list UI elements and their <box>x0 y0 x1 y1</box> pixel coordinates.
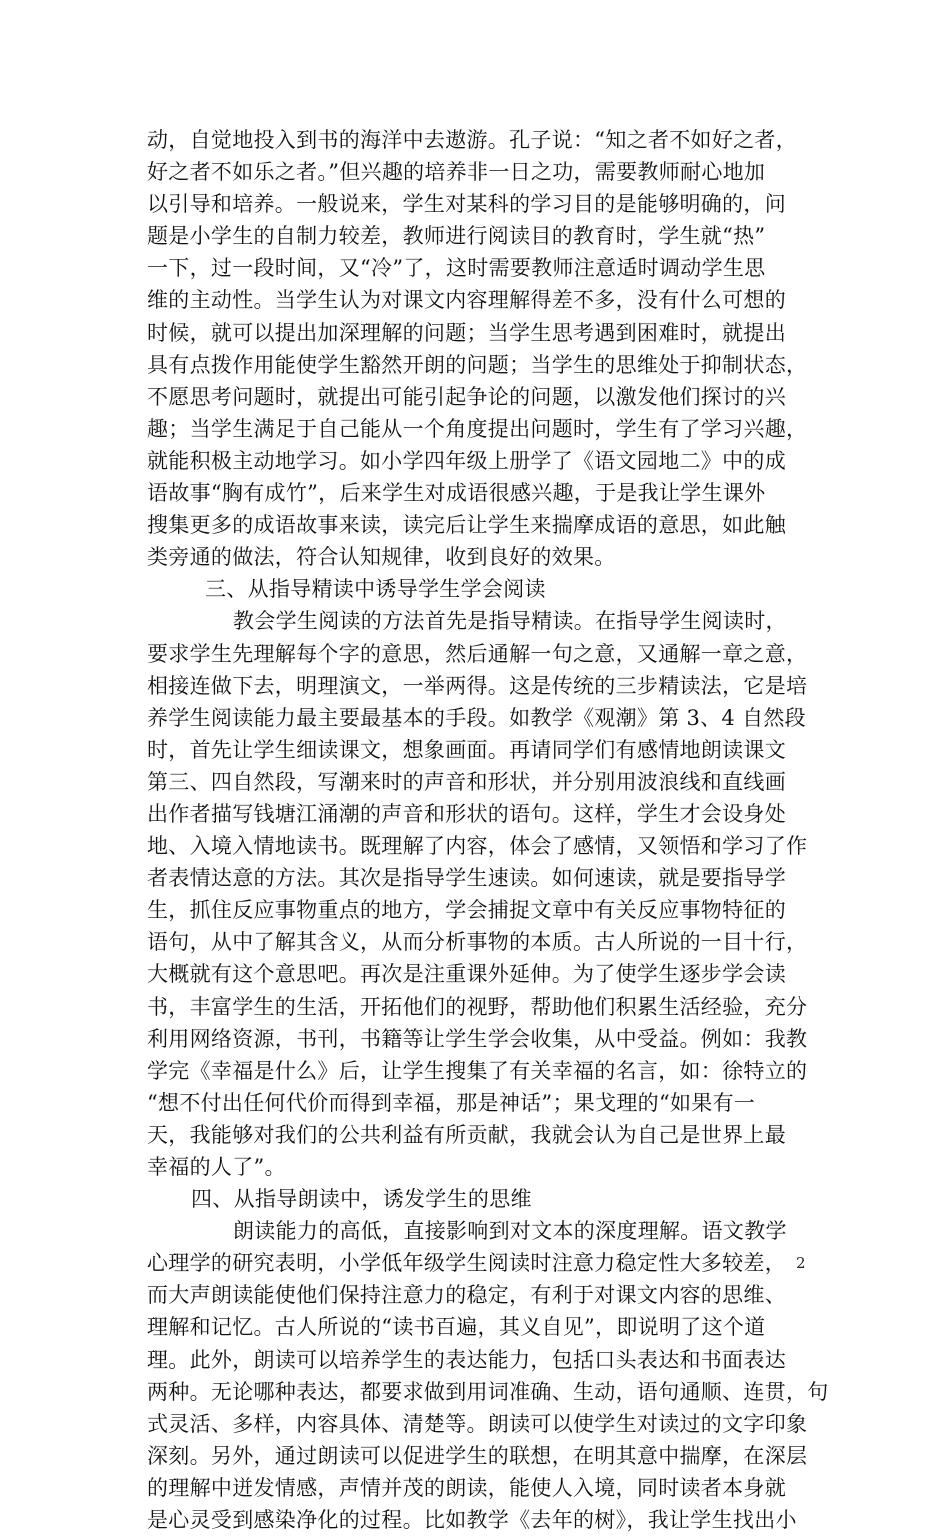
text-line: 题是小学生的自制力较差，教师进行阅读目的教育时，学生就“热” <box>147 224 766 249</box>
text-line: 动，自觉地投入到书的海洋中去遨游。孔子说：“知之者不如好之者， <box>147 128 798 152</box>
text-line: 心理学的研究表明，小学低年级学生阅读时注意力稳定性大多较差， <box>147 1251 786 1276</box>
text-line: 理解和记忆。古人所说的“读书百遍，其义自见”，即说明了这个道 <box>147 1315 766 1340</box>
text-line: 利用网络资源，书刊，书籍等让学生学会收集，从中受益。例如：我教 <box>147 1026 808 1051</box>
text-line: 的理解中迸发情感，声情并茂的朗读，能使人入境，同时读者本身就 <box>147 1475 786 1500</box>
text-line: 是心灵受到感染净化的过程。比如教学《去年的树》，我让学生找出小 <box>147 1508 797 1533</box>
text-line: 时候，就可以提出加深理解的问题；当学生思考遇到困难时，就提出 <box>147 320 786 345</box>
text-line: 类旁通的做法，符合认知规律，收到良好的效果。 <box>147 545 616 570</box>
text-line: 好之者不如乐之者。”但兴趣的培养非一日之功，需要教师耐心地加 <box>147 160 766 185</box>
text-line: 具有点拨作用能使学生豁然开朗的问题；当学生的思维处于抑制状态， <box>147 352 808 377</box>
text-line: 朗读能力的高低，直接影响到对文本的深度理解。语文教学 <box>233 1219 787 1244</box>
text-line: 一下，过一段时间，又“冷”了，这时需要教师注意适时调动学生思 <box>147 256 766 281</box>
text-line: 不愿思考问题时，就提出可能引起争论的问题，以激发他们探讨的兴 <box>147 384 786 409</box>
text-line: 语故事“胸有成竹”，后来学生对成语很感兴趣，于是我让学生课外 <box>147 481 766 506</box>
text-line: 大概就有这个意思吧。再次是注重课外延伸。为了使学生逐步学会读 <box>147 962 786 987</box>
text-line: 地、入境入情地读书。既理解了内容，体会了感情，又领悟和学习了作 <box>147 834 808 859</box>
body-text <box>147 124 829 1536</box>
text-line: 天，我能够对我们的公共利益有所贡献，我就会认为自己是世界上最 <box>147 1122 786 1147</box>
text-line: 时，首先让学生细读课文，想象画面。再请同学们有感情地朗读课文 <box>147 737 786 762</box>
text-line: 理。此外，朗读可以培养学生的表达能力，包括口头表达和书面表达 <box>147 1347 786 1372</box>
text-line: 深刻。另外，通过朗读可以促进学生的联想，在明其意中揣摩，在深层 <box>147 1443 808 1468</box>
text-line: 出作者描写钱塘江涌潮的声音和形状的语句。这样，学生才会设身处 <box>147 801 786 826</box>
text-line: 就能积极主动地学习。如小学四年级上册学了《语文园地二》中的成 <box>147 448 786 473</box>
text-line: 书，丰富学生的生活，开拓他们的视野，帮助他们积累生活经验，充分 <box>147 994 808 1019</box>
text-line: 式灵活、多样，内容具体、清楚等。朗读可以使学生对读过的文字印象 <box>147 1411 808 1436</box>
page-number: 2 <box>796 1254 806 1272</box>
text-line: 学完《幸福是什么》后，让学生搜集了有关幸福的名言，如：徐特立的 <box>147 1058 808 1083</box>
text-line: 语句，从中了解其含义，从而分析事物的本质。古人所说的一目十行， <box>147 930 808 955</box>
text-line: 趣；当学生满足于自己能从一个角度提出问题时，学生有了学习兴趣， <box>147 416 808 441</box>
text-line: 两种。无论哪种表达，都要求做到用词准确、生动，语句通顺、连贯，句 <box>147 1379 829 1404</box>
text-line: 生，抓住反应事物重点的地方，学会捕捉文章中有关反应事物特征的 <box>147 898 786 923</box>
section-heading-4: 四、从指导朗读中，诱发学生的思维 <box>191 1187 532 1212</box>
text-line: 搜集更多的成语故事来读，读完后让学生来揣摩成语的意思，如此触 <box>147 513 786 538</box>
section-heading-3: 三、从指导精读中诱导学生学会阅读 <box>205 577 546 602</box>
text-line: 教会学生阅读的方法首先是指导精读。在指导学生阅读时， <box>233 609 787 634</box>
text-line: 而大声朗读能使他们保持注意力的稳定，有利于对课文内容的思维、 <box>147 1283 786 1308</box>
text-line: 要求学生先理解每个字的意思，然后通解一句之意，又通解一章之意， <box>147 641 808 666</box>
text-line: 养学生阅读能力最主要最基本的手段。如教学《观潮》第 3、4 自然段 <box>147 705 806 730</box>
text-line: 相接连做下去，明理演文，一举两得。这是传统的三步精读法，它是培 <box>147 673 808 698</box>
text-line: 者表情达意的方法。其次是指导学生速读。如何速读，就是要指导学 <box>147 866 786 891</box>
text-line: 维的主动性。当学生认为对课文内容理解得差不多，没有什么可想的 <box>147 288 786 313</box>
text-line: 第三、四自然段，写潮来时的声音和形状，并分别用波浪线和直线画 <box>147 769 786 794</box>
text-line: “想不付出任何代价而得到幸福，那是神话”；果戈理的“如果有一 <box>147 1090 756 1115</box>
text-line: 幸福的人了”。 <box>147 1155 286 1179</box>
text-line: 以引导和培养。一般说来，学生对某科的学习目的是能够明确的，问 <box>147 192 786 217</box>
